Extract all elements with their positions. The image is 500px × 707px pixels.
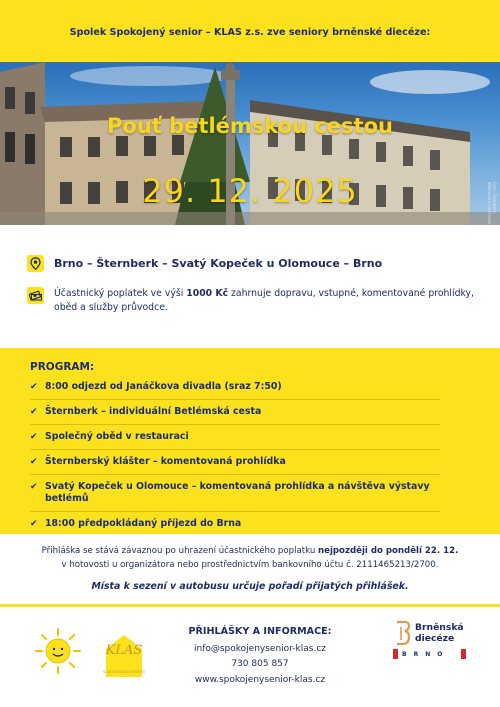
dieceze-line-1: Brněnská (415, 622, 464, 633)
brno-bar-left (393, 649, 398, 659)
program-section (0, 348, 500, 534)
contact-website[interactable]: www.spokojenysenior-klas.cz (194, 675, 326, 685)
program-item (30, 406, 440, 425)
program-item (30, 381, 440, 400)
notice-prefix: Přihláška se stává závaznou po uhrazení účastnického poplatku (41, 546, 319, 556)
event-title: Pouť betlémskou cestou (107, 114, 393, 138)
program-item (30, 456, 440, 475)
program-item (30, 481, 440, 512)
program-item-text: Svatý Kopeček u Olomouce – komentovaná prohlídka a návštěva výstavy betlémů (45, 481, 430, 504)
notice-deadline: nejpozději do pondělí 22. 12. (318, 546, 459, 556)
program-item-text: 18:00 předpokládaný příjezd do Brna (45, 518, 242, 529)
program-list (30, 381, 440, 542)
top-band (0, 0, 500, 62)
contact-email[interactable]: info@spokojenysenior-klas.cz (193, 644, 326, 654)
program-item-text: Šternberský klášter – komentovaná prohlídka (45, 456, 286, 467)
brno-bar-right (461, 649, 466, 659)
fee-text (54, 287, 480, 315)
organizer-line: Spolek Spokojený senior – KLAS z.s. zve seniory brněnské diecéze: (69, 27, 431, 38)
map-pin-icon (27, 255, 44, 272)
photo-credit: Foto: Sternberk, Wikimedia Commons (487, 182, 497, 225)
checkmark-icon: ✔ (30, 482, 38, 492)
notice-line-2: v hotovosti u organizátora nebo prostřednictvím bankovního účtu č. 2111465213/2700. (61, 560, 439, 570)
footer (0, 607, 500, 707)
dieceze-name (415, 622, 464, 644)
program-item-text: 8:00 odjezd od Janáčkova divadla (sraz 7:50) (45, 381, 282, 392)
contact-phone[interactable]: 730 805 857 (231, 659, 289, 669)
klas-logo-subtitle: KLUB AKTIVNÍCH SENIORŮ (103, 670, 145, 674)
notice-line-1 (0, 546, 500, 556)
klas-logo-text: KLAS (105, 643, 143, 658)
checkmark-icon: ✔ (30, 407, 38, 417)
program-item-text: Šternberk – individuální Betlémská cesta (45, 406, 262, 417)
checkmark-icon: ✔ (30, 432, 38, 442)
route-text: Brno – Šternberk – Svatý Kopeček u Olomouce – Brno (54, 257, 383, 270)
brno-logo-text: BRNO (402, 650, 450, 658)
program-item-text: Společný oběd v restauraci (45, 431, 189, 442)
dieceze-line-2: diecéze (415, 633, 455, 644)
checkmark-icon: ✔ (30, 382, 38, 392)
brnenska-dieceze-logo (393, 620, 483, 650)
brno-city-logo (393, 649, 466, 659)
event-date: 29. 12. 2025 (142, 172, 358, 210)
contact-title: PŘIHLÁŠKY A INFORMACE: (188, 626, 332, 637)
spokojeny-senior-logo (32, 625, 84, 677)
registration-notice (0, 534, 500, 604)
fee-prefix: Účastnický poplatek ve výši (54, 288, 187, 299)
fee-suffix: zahrnuje dopravu, vstupné, komentované prohlídky, oběd a služby průvodce. (54, 288, 475, 313)
fee-amount: 1000 Kč (186, 288, 229, 299)
route-row (27, 255, 480, 272)
program-item (30, 431, 440, 450)
hero-banner (0, 62, 500, 225)
seating-note: Místa k sezení v autobusu určuje pořadí přijatých přihlášek. (91, 581, 409, 592)
program-heading: PROGRAM: (30, 361, 95, 373)
banknote-icon (27, 287, 44, 304)
checkmark-icon: ✔ (30, 519, 38, 529)
klas-logo (100, 631, 148, 681)
checkmark-icon: ✔ (30, 457, 38, 467)
info-section (0, 225, 500, 348)
fee-row (27, 287, 480, 315)
